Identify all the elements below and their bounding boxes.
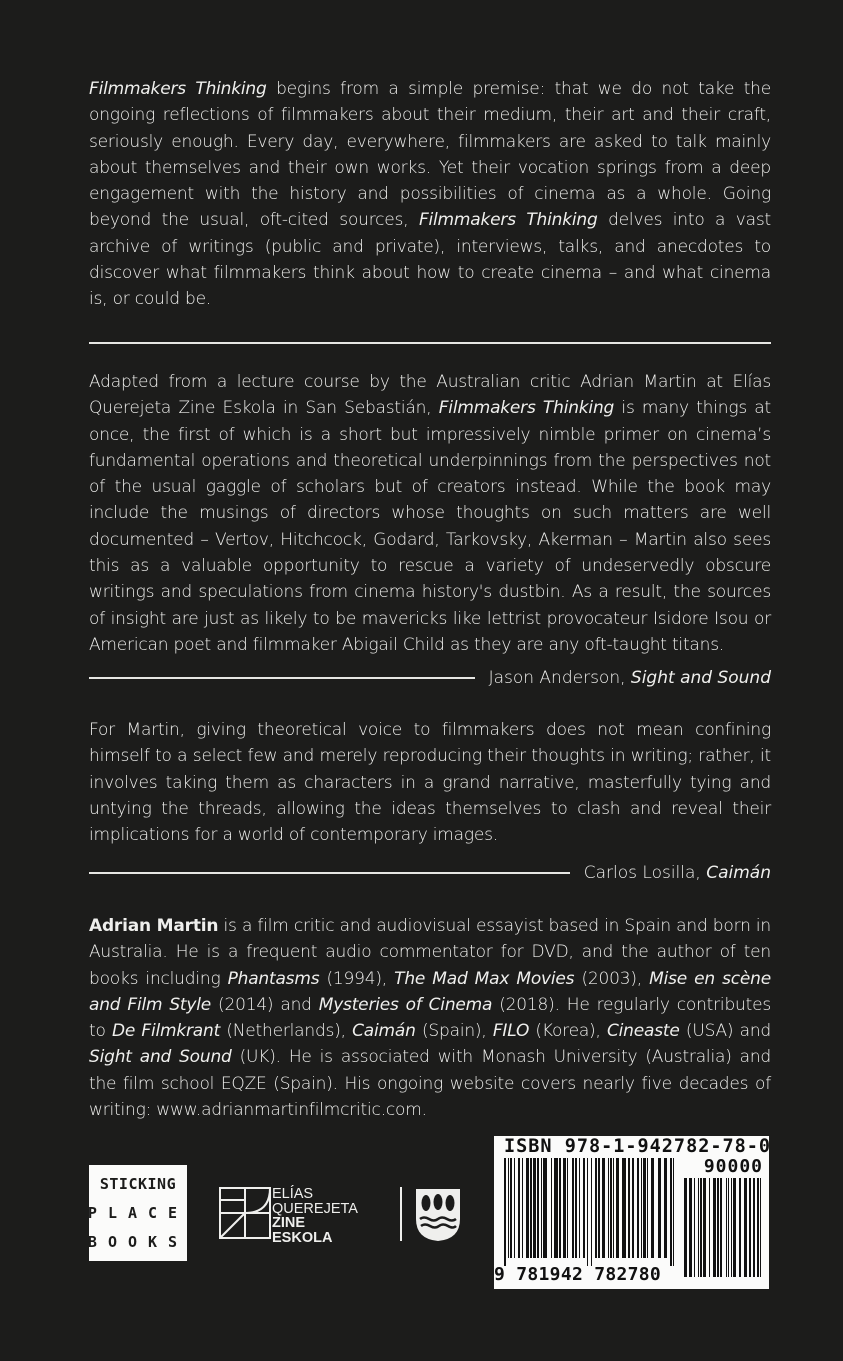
attribution-line — [89, 677, 475, 679]
barcode-bar — [510, 1158, 512, 1258]
logo-word: QUEREJETA — [272, 1200, 358, 1217]
barcode-bar — [567, 1158, 568, 1258]
price-code: 90000 — [703, 1156, 763, 1177]
barcode-bar — [689, 1178, 692, 1277]
barcode-bar — [579, 1158, 580, 1258]
bio-text: (Korea), — [529, 1021, 607, 1042]
bio-magazine: Sight and Sound — [89, 1047, 232, 1068]
barcode-bar — [637, 1158, 639, 1258]
bio-magazine: Cineaste — [606, 1021, 680, 1042]
bio-magazine: De Filmkrant — [111, 1021, 221, 1042]
barcode-bar — [602, 1158, 605, 1258]
barcode-bar — [575, 1158, 577, 1258]
bio-book: Phantasms — [227, 968, 320, 989]
bio-text: (Spain), — [415, 1021, 493, 1042]
author-name: Adrian Martin — [89, 916, 219, 936]
barcode-bar — [664, 1158, 667, 1258]
review-source: Caimán — [706, 863, 771, 883]
barcode-bar — [526, 1158, 529, 1258]
ean-digits: 9 781942 782780 — [494, 1264, 662, 1285]
bio-text: (2014) and — [211, 994, 319, 1015]
barcode-bar — [733, 1178, 736, 1277]
bio-text: is a film critic and audiovisual essayist based in Spain and born in Australia. He is a frequent audio commentator for DVD, and the author of ten books including — [89, 916, 771, 989]
bio-book: The Mad Max Movies — [394, 968, 575, 989]
barcode-bar — [514, 1158, 515, 1258]
bio-book: Mise en scène and Film Style — [89, 968, 771, 1015]
barcode-bar — [587, 1158, 588, 1266]
barcode-bar — [533, 1158, 536, 1258]
bio-text: (Netherlands), — [220, 1021, 353, 1042]
barcode-bar — [726, 1178, 727, 1277]
barcode-bar — [608, 1158, 609, 1258]
barcode-bar — [583, 1158, 585, 1258]
blurb-paragraph — [89, 76, 771, 313]
barcode-bar — [628, 1158, 630, 1258]
barcode-bar — [616, 1158, 619, 1258]
book-title: Filmmakers Thinking — [418, 210, 598, 231]
barcode-bar — [559, 1158, 561, 1258]
barcode-bar — [698, 1178, 699, 1277]
barcode-bar — [713, 1178, 716, 1277]
bio-text: (UK). He is associated with Monash University (Australia) and the film school EQZE (Spain). His ongoing website covers nearly five decades of writing: www.adrianmartinfilmcritic.com. — [89, 1047, 771, 1121]
logo-word: ZINE — [272, 1215, 306, 1231]
barcode-bar — [670, 1158, 672, 1266]
barcode-bar — [651, 1158, 654, 1258]
barcode-bar — [728, 1178, 729, 1277]
review-text: For Martin, giving theoretical voice to filmmakers does not mean confining himself to a select few and merely reproducing their thoughts in writing; rather, it involves taking them as characters in a grand narrative, masterfully tying and untying the threads, allowing the ideas themselves to clash and reveal their implications for a world of contemporary images. — [89, 720, 771, 846]
barcode-bar — [753, 1178, 755, 1277]
barcode-bar — [703, 1178, 706, 1277]
barcode-bar — [530, 1158, 532, 1258]
bio-magazine: Caimán — [352, 1021, 416, 1042]
barcode-bar — [595, 1158, 597, 1258]
book-title: Filmmakers Thinking — [438, 398, 615, 419]
author-bio — [89, 913, 771, 1123]
barcode-bar — [518, 1158, 520, 1258]
logo-word: ELÍAS — [272, 1186, 314, 1202]
review-losilla-attribution — [89, 860, 771, 886]
review-source: Sight and Sound — [630, 668, 771, 688]
barcode-bar — [709, 1178, 710, 1277]
barcode-bar — [647, 1158, 648, 1258]
barcode-bar — [622, 1158, 626, 1258]
review-text-1: Adapted from a lecture course by the Australian critic Adrian Martin at Elías Querejeta Zine Eskola in San Sebastián, — [89, 372, 771, 419]
barcode-bar — [658, 1158, 661, 1258]
barcode-bar — [739, 1178, 741, 1277]
barcode-bar — [673, 1158, 674, 1266]
basque-shield-icon — [416, 1189, 460, 1241]
barcode-bar — [551, 1158, 552, 1258]
barcode-bar — [700, 1178, 702, 1277]
review-anderson — [89, 369, 771, 658]
barcode-bar — [694, 1178, 695, 1277]
barcode-bar — [731, 1178, 732, 1277]
barcode-bar — [554, 1158, 558, 1258]
sticking-place-books-logo — [89, 1165, 187, 1261]
ean-barcode-bars — [504, 1158, 674, 1266]
bio-text: (1994), — [319, 968, 395, 989]
attribution-line — [89, 872, 570, 874]
eqze-logo-text — [272, 1187, 358, 1245]
barcode-bar — [613, 1158, 614, 1258]
barcode-bar — [563, 1158, 566, 1258]
reviewer-name: Jason Anderson, — [488, 668, 631, 688]
barcode-bar — [760, 1178, 761, 1277]
review-anderson-attribution — [89, 665, 771, 691]
divider — [89, 342, 771, 344]
logo-word: PLACE — [87, 1203, 189, 1222]
barcode-bar — [744, 1178, 747, 1277]
barcode-bar — [643, 1158, 646, 1258]
barcode-bar — [508, 1158, 509, 1258]
barcode-bar — [541, 1158, 542, 1258]
barcode-bar — [632, 1158, 634, 1258]
bio-magazine: FILO — [492, 1021, 530, 1042]
barcode-bar — [591, 1158, 592, 1266]
barcode-bar — [720, 1178, 722, 1277]
reviewer-name: Carlos Losilla, — [583, 863, 707, 883]
barcode-bar — [504, 1158, 506, 1266]
barcode-bar — [641, 1158, 642, 1258]
review-text-2: is many things at once, the first of which is a short but impressively nimble primer on cinema’s fundamental operations and theoretical underpinnings from the perspectives not of the usual gaggle of scholars but of creators instead. While the book may include the musings of directors whose thoughts on such matters are well documented – Vertov, Hitchcock, Godard, Tarkovsky, Akerman – Martin also sees this as a valuable opportunity to rescue a variety of undeservedly obscure writings and speculations from cinema history's dustbin. As a result, the sources of insight are just as likely to be mavericks like lettrist provocateur Isidore Isou or American poet and filmmaker Abigail Child as they are any oft-taught titans. — [89, 398, 771, 655]
logo-word: BOOKS — [87, 1233, 189, 1252]
bio-text: (2018). He regularly contributes to — [89, 994, 771, 1042]
isbn-number: ISBN 978-1-942782-78-0 — [504, 1136, 772, 1157]
isbn-barcode — [494, 1136, 772, 1289]
blurb-text-2: delves into a vast archive of writings (public and private), interviews, talks, and anecdotes to discover what filmmakers think about how to create cinema – and what cinema is, or could be. — [89, 210, 771, 310]
barcode-bar — [717, 1178, 719, 1277]
review-losilla — [89, 717, 771, 848]
barcode-bar — [572, 1158, 574, 1258]
logo-word: ESKOLA — [272, 1229, 333, 1246]
bio-text: (2003), — [574, 968, 650, 989]
barcode-bar — [522, 1158, 523, 1258]
logo-word: STICKING — [99, 1174, 177, 1193]
barcode-bar — [757, 1178, 759, 1277]
barcode-bar — [598, 1158, 600, 1258]
blurb-text-1: begins from a simple premise: that we do not take the ongoing reflections of filmmakers about their medium, their art and their craft, seriously enough. Every day, everywhere, filmmakers are asked to talk mainly about themselves and their own works. Yet their vocation springs from a deep engagement with the history and possibilities of cinema as a whole. Going beyond the usual, oft-cited sources, — [89, 79, 771, 231]
barcode-bar — [610, 1158, 612, 1258]
barcode-bar — [537, 1158, 539, 1258]
barcode-bar — [749, 1178, 751, 1277]
bio-text: (USA) and — [679, 1021, 772, 1042]
bio-book: Mysteries of Cinema — [318, 994, 493, 1015]
price-barcode-bars — [684, 1178, 764, 1285]
barcode-bar — [684, 1178, 687, 1277]
book-title: Filmmakers Thinking — [89, 79, 267, 99]
barcode-bar — [543, 1158, 547, 1258]
